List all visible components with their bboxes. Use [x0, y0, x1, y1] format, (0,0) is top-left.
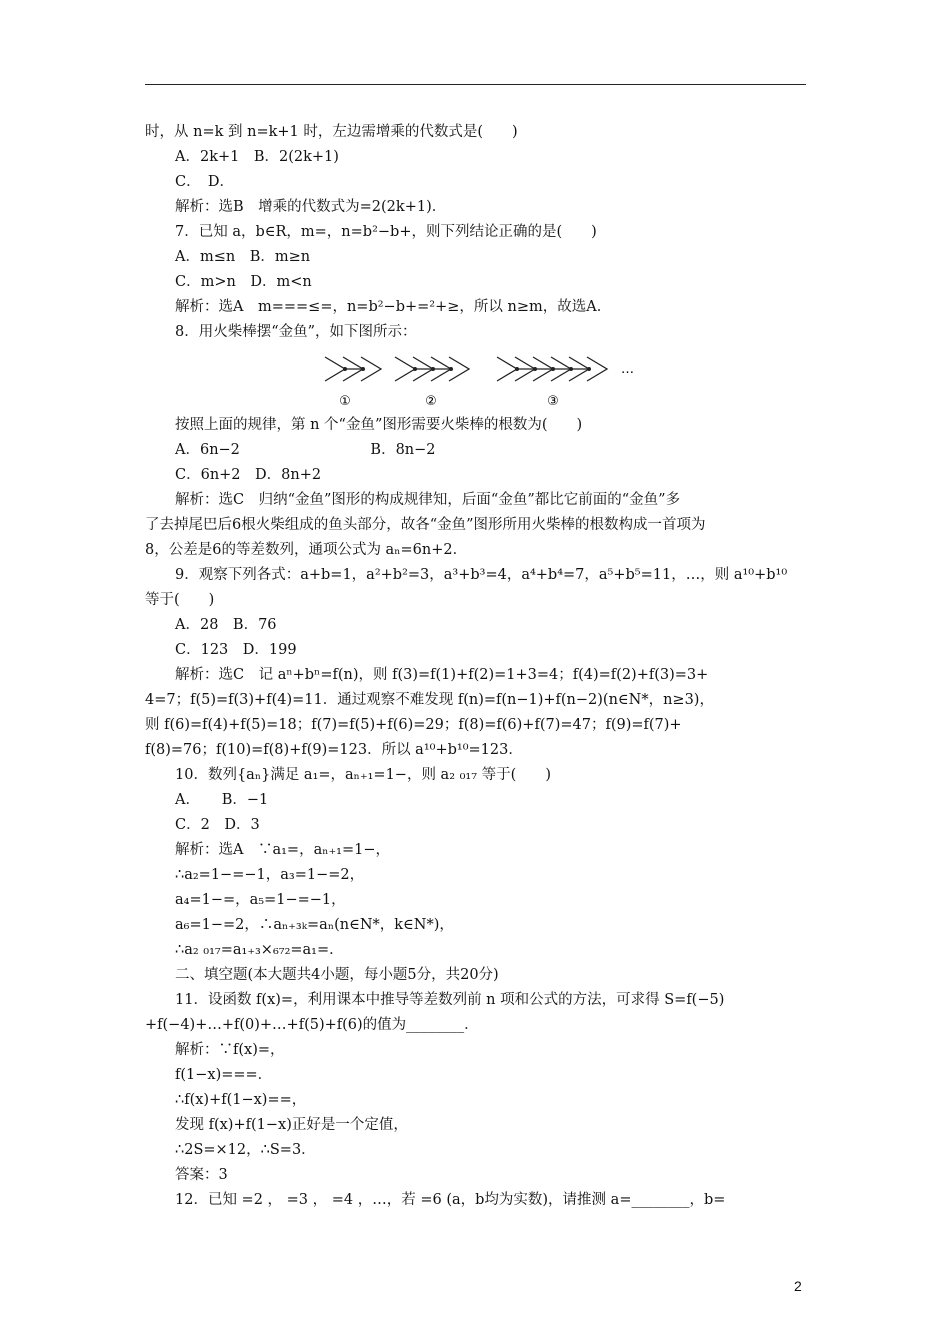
text-line: 8．用火柴棒摆“金鱼”，如下图所示：: [175, 324, 417, 340]
text-line: a₄=1−=，a₅=1−=−1，: [175, 892, 346, 908]
text-line: 解析：∵f(x)=，: [175, 1042, 285, 1058]
figure-label-1: ①: [339, 394, 351, 409]
text-line: A．28 B．76: [175, 617, 277, 633]
text-line: 8，公差是6的等差数列，通项公式为 aₙ=6n+2．: [145, 542, 468, 558]
text-line: C．123 D．199: [175, 642, 297, 658]
text-line: 解析：选A ∵a₁=，aₙ₊₁=1−，: [175, 842, 390, 858]
text-line: 发现 f(x)+f(1−x)正好是一个定值，: [175, 1117, 408, 1133]
text-line: ∴2S=×12，∴S=3．: [175, 1142, 316, 1158]
text-line: 7．已知 a，b∈R，m=，n=b²−b+，则下列结论正确的是( ): [175, 224, 597, 240]
text-line: 11．设函数 f(x)=，利用课本中推导等差数列前 n 项和公式的方法，可求得 S=f(−5): [175, 992, 725, 1008]
text-line: 时，从 n=k 到 n=k+1 时，左边需增乘的代数式是( ): [145, 124, 518, 140]
text-line: 则 f(6)=f(4)+f(5)=18；f(7)=f(5)+f(6)=29；f(8)=f(6)+f(7)=47；f(9)=f(7)+: [145, 717, 682, 733]
header-rule: [145, 84, 806, 85]
text-line: f(8)=76；f(10)=f(8)+f(9)=123．所以 a¹⁰+b¹⁰=123．: [145, 742, 523, 758]
text-line: 解析：选C 记 aⁿ+bⁿ=f(n)，则 f(3)=f(1)+f(2)=1+3=4；f(4)=f(2)+f(3)=3+: [175, 667, 709, 683]
text-line: ∴f(x)+f(1−x)==，: [175, 1092, 307, 1108]
text-line: f(1−x)===．: [175, 1067, 273, 1083]
text-line: 解析：选A m===≤=，n=b²−b+=²+≥，所以 n≥m，故选A．: [175, 299, 612, 315]
page-number: 2: [794, 1278, 802, 1294]
text-line: 10．数列{aₙ}满足 a₁=，aₙ₊₁=1−，则 a₂ ₀₁₇ 等于( ): [175, 767, 551, 783]
text-line: 4=7；f(5)=f(3)+f(4)=11．通过观察不难发现 f(n)=f(n−1)+f(n−2)(n∈N*，n≥3)，: [145, 692, 714, 708]
text-line: C．6n+2 D．8n+2: [175, 467, 322, 483]
text-line: A．m≤n B．m≥n: [175, 249, 311, 265]
text-line: a₆=1−=2，∴aₙ₊₃ₖ=aₙ(n∈N*，k∈N*)，: [175, 917, 454, 933]
text-line: 12．已知 =2 ， =3 ， =4 ，…，若 =6 (a，b均为实数)，请推测 a=________，b=: [175, 1192, 726, 1208]
figure-label-2: ②: [425, 394, 437, 409]
text-line: 解析：选C 归纳“金鱼”图形的构成规律知，后面“金鱼”都比它前面的“金鱼”多: [175, 492, 681, 508]
fish-1: [325, 357, 381, 381]
text-line: 了去掉尾巴后6根火柴组成的鱼头部分，故各“金鱼”图形所用火柴棒的根数构成一首项为: [145, 517, 706, 533]
text-line: A． B．−1: [175, 792, 269, 808]
text-line: +f(−4)+…+f(0)+…+f(5)+f(6)的值为________．: [145, 1017, 479, 1033]
text-line: 等于( ): [145, 592, 215, 608]
document-body: [145, 120, 813, 1213]
text-line: A．6n−2 B．8n−2: [175, 442, 436, 458]
figure-ellipsis: …: [621, 362, 634, 377]
text-line: C．2 D．3: [175, 817, 260, 833]
text-line: 解析：选B 增乘的代数式为=2(2k+1)．: [175, 199, 447, 215]
text-line: 9．观察下列各式：a+b=1，a²+b²=3，a³+b³=4，a⁴+b⁴=7，a⁵+b⁵=11，…，则 a¹⁰+b¹⁰: [175, 567, 788, 583]
text-block-2: [145, 413, 813, 1213]
text-block-1: [145, 120, 813, 345]
text-line: C．m>n D．m<n: [175, 274, 312, 290]
answer-line: 答案：3: [175, 1167, 228, 1183]
text-line: ∴a₂ ₀₁₇=a₁₊₃×₆₇₂=a₁=．: [175, 942, 344, 958]
text-line: 按照上面的规律，第 n 个“金鱼”图形需要火柴棒的根数为( ): [175, 417, 583, 433]
text-line: ∴a₂=1−=−1，a₃=1−=2，: [175, 867, 365, 883]
matchstick-fish-figure: [145, 345, 813, 413]
text-line: A．2k+1 B．2(2k+1): [175, 149, 339, 165]
text-line: C． D．: [175, 174, 234, 190]
fish-diagram: [323, 345, 663, 413]
section-heading: 二、填空题(本大题共4小题，每小题5分，共20分): [175, 967, 499, 983]
figure-label-3: ③: [547, 394, 559, 409]
